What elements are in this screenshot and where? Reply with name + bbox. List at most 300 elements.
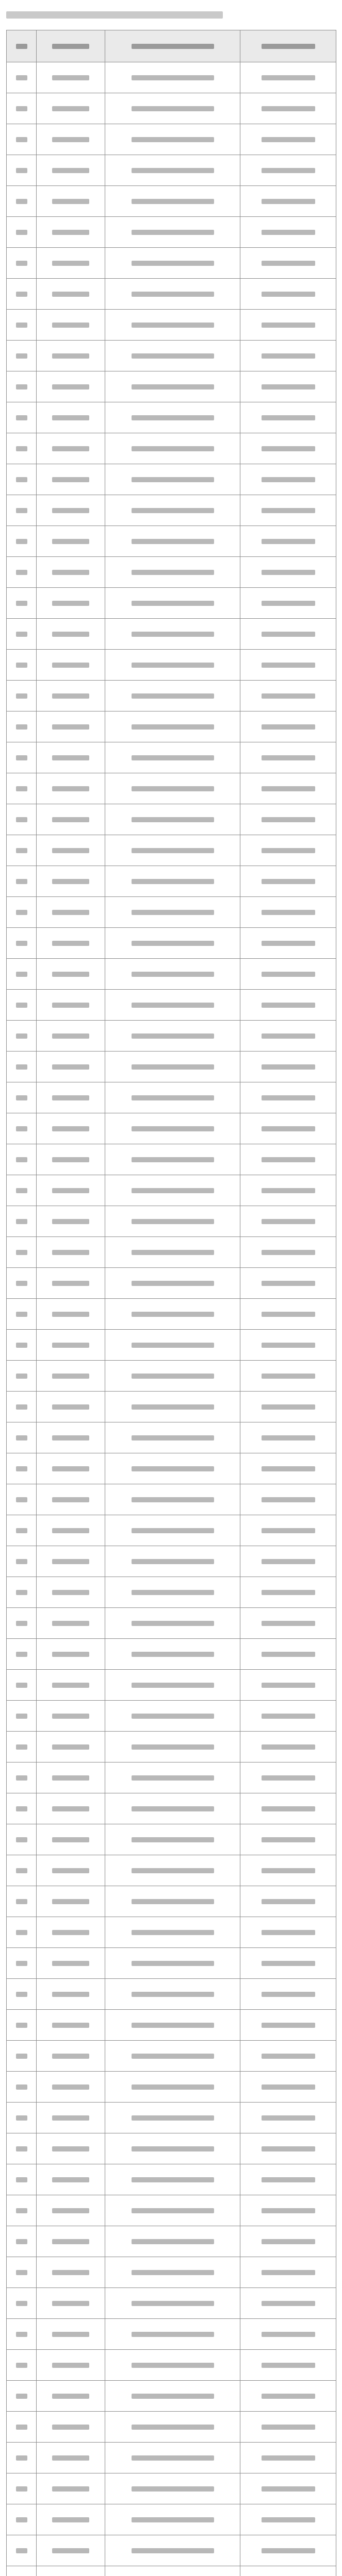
table-cell bbox=[240, 1021, 336, 1052]
text-placeholder bbox=[52, 1003, 89, 1008]
table-cell bbox=[240, 1639, 336, 1670]
text-placeholder bbox=[16, 415, 27, 420]
text-placeholder bbox=[52, 2270, 89, 2275]
text-placeholder bbox=[16, 2270, 27, 2275]
table-cell bbox=[105, 2319, 240, 2350]
table-row bbox=[7, 2566, 336, 2576]
table-cell bbox=[7, 93, 37, 124]
table-row bbox=[7, 619, 336, 650]
table-row bbox=[7, 2412, 336, 2443]
table-cell bbox=[105, 2381, 240, 2412]
text-placeholder bbox=[132, 384, 214, 389]
table-cell bbox=[7, 371, 37, 402]
table-cell bbox=[240, 1762, 336, 1793]
table-cell bbox=[240, 341, 336, 371]
table-cell bbox=[7, 588, 37, 619]
text-placeholder bbox=[132, 1033, 214, 1039]
text-placeholder bbox=[132, 2425, 214, 2430]
table-cell bbox=[240, 959, 336, 990]
text-placeholder bbox=[132, 693, 214, 699]
table-cell bbox=[105, 619, 240, 650]
text-placeholder bbox=[52, 1683, 89, 1688]
table-cell bbox=[7, 248, 37, 279]
table-row bbox=[7, 217, 336, 248]
text-placeholder bbox=[52, 446, 89, 451]
table-row bbox=[7, 557, 336, 588]
table-cell bbox=[240, 433, 336, 464]
table-cell bbox=[105, 217, 240, 248]
table-cell bbox=[105, 464, 240, 495]
text-placeholder bbox=[262, 1157, 315, 1162]
table-cell bbox=[37, 1948, 105, 1979]
text-placeholder bbox=[16, 477, 27, 482]
text-placeholder bbox=[262, 724, 315, 730]
table-cell bbox=[37, 1268, 105, 1299]
text-placeholder bbox=[132, 1374, 214, 1379]
table-row bbox=[7, 93, 336, 124]
table-row bbox=[7, 1392, 336, 1422]
text-placeholder bbox=[132, 2084, 214, 2090]
text-placeholder bbox=[132, 1497, 214, 1502]
table-cell bbox=[240, 1484, 336, 1515]
table-cell bbox=[240, 897, 336, 928]
table-cell bbox=[240, 279, 336, 310]
table-cell bbox=[240, 2195, 336, 2226]
text-placeholder bbox=[52, 2425, 89, 2430]
table-cell bbox=[7, 2350, 37, 2381]
table-cell bbox=[37, 186, 105, 217]
table-cell bbox=[7, 711, 37, 742]
text-placeholder bbox=[16, 1961, 27, 1966]
text-placeholder bbox=[262, 1806, 315, 1811]
text-placeholder bbox=[262, 941, 315, 946]
table-cell bbox=[37, 557, 105, 588]
text-placeholder bbox=[132, 508, 214, 513]
table-cell bbox=[105, 1206, 240, 1237]
text-placeholder bbox=[132, 2332, 214, 2337]
table-cell bbox=[240, 93, 336, 124]
table-cell bbox=[240, 155, 336, 186]
text-placeholder bbox=[262, 75, 315, 80]
header-cell bbox=[105, 30, 240, 62]
text-placeholder bbox=[16, 663, 27, 668]
text-placeholder bbox=[262, 1064, 315, 1070]
text-placeholder bbox=[262, 2301, 315, 2306]
text-placeholder bbox=[132, 75, 214, 80]
text-placeholder bbox=[52, 1528, 89, 1533]
table-cell bbox=[105, 2195, 240, 2226]
text-placeholder bbox=[16, 601, 27, 606]
table-cell bbox=[105, 526, 240, 557]
table-cell bbox=[7, 341, 37, 371]
table-cell bbox=[37, 2226, 105, 2257]
table-cell bbox=[240, 1392, 336, 1422]
text-placeholder bbox=[132, 1435, 214, 1440]
text-placeholder bbox=[52, 848, 89, 853]
table-cell bbox=[7, 62, 37, 93]
table-cell bbox=[240, 1701, 336, 1732]
text-placeholder bbox=[52, 1281, 89, 1286]
text-placeholder bbox=[16, 1621, 27, 1626]
text-placeholder bbox=[52, 1837, 89, 1842]
table-row bbox=[7, 433, 336, 464]
text-placeholder bbox=[52, 2363, 89, 2368]
table-cell bbox=[7, 1144, 37, 1175]
table-cell bbox=[240, 402, 336, 433]
table-cell bbox=[7, 2566, 37, 2576]
table-cell bbox=[37, 93, 105, 124]
text-placeholder bbox=[52, 1899, 89, 1904]
table-cell bbox=[240, 124, 336, 155]
table-cell bbox=[37, 1577, 105, 1608]
text-placeholder bbox=[132, 2023, 214, 2028]
text-placeholder bbox=[16, 1466, 27, 1471]
text-placeholder bbox=[132, 199, 214, 204]
table-cell bbox=[240, 1175, 336, 1206]
text-placeholder bbox=[132, 1312, 214, 1317]
table-cell bbox=[7, 2257, 37, 2288]
table-cell bbox=[7, 1330, 37, 1361]
text-placeholder bbox=[132, 1219, 214, 1224]
text-placeholder bbox=[52, 1126, 89, 1131]
text-placeholder bbox=[52, 1559, 89, 1564]
text-placeholder bbox=[132, 879, 214, 884]
text-placeholder bbox=[132, 1064, 214, 1070]
table-cell bbox=[105, 2412, 240, 2443]
table-cell bbox=[240, 1917, 336, 1948]
text-placeholder bbox=[262, 1219, 315, 1224]
text-placeholder bbox=[16, 570, 27, 575]
table-cell bbox=[7, 1206, 37, 1237]
table-cell bbox=[37, 2473, 105, 2504]
table-cell bbox=[37, 1855, 105, 1886]
table-row bbox=[7, 2103, 336, 2133]
table-cell bbox=[240, 1515, 336, 1546]
table-cell bbox=[240, 588, 336, 619]
text-placeholder bbox=[132, 1343, 214, 1348]
text-placeholder bbox=[132, 106, 214, 111]
table-cell bbox=[7, 310, 37, 341]
text-placeholder bbox=[16, 1343, 27, 1348]
table-cell bbox=[7, 1021, 37, 1052]
text-placeholder bbox=[52, 1312, 89, 1317]
text-placeholder bbox=[262, 693, 315, 699]
table-cell bbox=[37, 1762, 105, 1793]
text-placeholder bbox=[52, 724, 89, 730]
table-cell bbox=[240, 2381, 336, 2412]
text-placeholder bbox=[16, 353, 27, 359]
table-cell bbox=[37, 1237, 105, 1268]
table-cell bbox=[7, 959, 37, 990]
text-placeholder bbox=[52, 1621, 89, 1626]
text-placeholder bbox=[52, 1497, 89, 1502]
text-placeholder bbox=[132, 261, 214, 266]
table-row bbox=[7, 1577, 336, 1608]
table-row bbox=[7, 928, 336, 959]
text-placeholder bbox=[262, 2177, 315, 2182]
table-cell bbox=[105, 124, 240, 155]
text-placeholder bbox=[16, 1992, 27, 1997]
text-placeholder bbox=[262, 848, 315, 853]
table-cell bbox=[37, 588, 105, 619]
table-cell bbox=[240, 464, 336, 495]
table-cell bbox=[7, 2010, 37, 2041]
table-cell bbox=[37, 773, 105, 804]
table-cell bbox=[37, 371, 105, 402]
table-row bbox=[7, 2504, 336, 2535]
text-placeholder bbox=[16, 106, 27, 111]
text-placeholder bbox=[16, 1837, 27, 1842]
table-cell bbox=[240, 1979, 336, 2010]
table-cell bbox=[37, 1515, 105, 1546]
table-row bbox=[7, 2257, 336, 2288]
table-cell bbox=[105, 2257, 240, 2288]
table-cell bbox=[240, 650, 336, 681]
text-placeholder bbox=[132, 1930, 214, 1935]
table-row bbox=[7, 1917, 336, 1948]
text-placeholder bbox=[132, 1126, 214, 1131]
table-cell bbox=[37, 1299, 105, 1330]
table-row bbox=[7, 711, 336, 742]
text-placeholder bbox=[132, 755, 214, 760]
table-cell bbox=[105, 1886, 240, 1917]
table-cell bbox=[105, 2566, 240, 2576]
text-placeholder bbox=[52, 1714, 89, 1719]
text-placeholder bbox=[52, 137, 89, 142]
table-cell bbox=[37, 1824, 105, 1855]
table-cell bbox=[240, 1732, 336, 1762]
table-cell bbox=[105, 1268, 240, 1299]
table-cell bbox=[240, 804, 336, 835]
text-placeholder bbox=[16, 384, 27, 389]
table-cell bbox=[7, 1855, 37, 1886]
table-cell bbox=[37, 2103, 105, 2133]
table-cell bbox=[7, 1732, 37, 1762]
table-cell bbox=[240, 1422, 336, 1453]
text-placeholder bbox=[52, 106, 89, 111]
text-placeholder bbox=[262, 601, 315, 606]
table-row bbox=[7, 2072, 336, 2103]
table-row bbox=[7, 526, 336, 557]
table-cell bbox=[37, 1021, 105, 1052]
table-cell bbox=[240, 1237, 336, 1268]
table-row bbox=[7, 2133, 336, 2164]
table-cell bbox=[105, 1824, 240, 1855]
table-row bbox=[7, 1824, 336, 1855]
text-placeholder bbox=[16, 1590, 27, 1595]
table-row bbox=[7, 155, 336, 186]
table-cell bbox=[105, 495, 240, 526]
table-cell bbox=[7, 1175, 37, 1206]
table-cell bbox=[240, 2288, 336, 2319]
text-placeholder bbox=[16, 693, 27, 699]
text-placeholder bbox=[262, 2455, 315, 2461]
table-cell bbox=[7, 1979, 37, 2010]
table-row bbox=[7, 2041, 336, 2072]
table-cell bbox=[105, 93, 240, 124]
text-placeholder bbox=[52, 2115, 89, 2121]
table-cell bbox=[37, 2504, 105, 2535]
text-placeholder bbox=[262, 1714, 315, 1719]
text-placeholder bbox=[132, 2177, 214, 2182]
table-cell bbox=[37, 279, 105, 310]
text-placeholder bbox=[132, 1559, 214, 1564]
table-cell bbox=[37, 1484, 105, 1515]
table-cell bbox=[240, 2226, 336, 2257]
table-row bbox=[7, 1422, 336, 1453]
table-cell bbox=[7, 804, 37, 835]
table-row bbox=[7, 1206, 336, 1237]
table-row bbox=[7, 1330, 336, 1361]
table-cell bbox=[37, 2535, 105, 2566]
text-placeholder bbox=[52, 1374, 89, 1379]
table-cell bbox=[240, 1113, 336, 1144]
text-placeholder bbox=[262, 2023, 315, 2028]
text-placeholder bbox=[132, 1250, 214, 1255]
table-cell bbox=[7, 2195, 37, 2226]
text-placeholder bbox=[52, 570, 89, 575]
text-placeholder bbox=[16, 1126, 27, 1131]
table-row bbox=[7, 804, 336, 835]
text-placeholder bbox=[52, 2455, 89, 2461]
text-placeholder bbox=[132, 2054, 214, 2059]
text-placeholder bbox=[52, 632, 89, 637]
table-cell bbox=[7, 186, 37, 217]
table-row bbox=[7, 990, 336, 1021]
table-row bbox=[7, 402, 336, 433]
text-placeholder bbox=[132, 1466, 214, 1471]
text-placeholder bbox=[262, 2332, 315, 2337]
table-cell bbox=[37, 2288, 105, 2319]
table-cell bbox=[7, 619, 37, 650]
text-placeholder bbox=[16, 292, 27, 297]
table-cell bbox=[7, 1361, 37, 1392]
table-cell bbox=[240, 217, 336, 248]
text-placeholder bbox=[16, 230, 27, 235]
table-cell bbox=[37, 402, 105, 433]
table-cell bbox=[7, 1392, 37, 1422]
text-placeholder bbox=[262, 2363, 315, 2368]
text-placeholder bbox=[132, 1652, 214, 1657]
table-cell bbox=[105, 1237, 240, 1268]
text-placeholder bbox=[52, 1744, 89, 1750]
text-placeholder bbox=[52, 972, 89, 977]
table-cell bbox=[240, 2072, 336, 2103]
table-cell bbox=[7, 2164, 37, 2195]
text-placeholder bbox=[262, 2394, 315, 2399]
text-placeholder bbox=[262, 1033, 315, 1039]
table-cell bbox=[37, 2041, 105, 2072]
table-cell bbox=[240, 557, 336, 588]
text-placeholder bbox=[262, 1281, 315, 1286]
text-placeholder bbox=[262, 1095, 315, 1100]
table-row bbox=[7, 773, 336, 804]
text-placeholder bbox=[16, 1744, 27, 1750]
table-cell bbox=[240, 526, 336, 557]
text-placeholder bbox=[16, 1868, 27, 1873]
text-placeholder bbox=[16, 1528, 27, 1533]
table-cell bbox=[240, 2103, 336, 2133]
table-cell bbox=[240, 835, 336, 866]
text-placeholder bbox=[16, 446, 27, 451]
table-cell bbox=[37, 2195, 105, 2226]
table-cell bbox=[37, 217, 105, 248]
text-placeholder bbox=[52, 1992, 89, 1997]
text-placeholder bbox=[52, 1435, 89, 1440]
table-row bbox=[7, 1052, 336, 1082]
table-cell bbox=[240, 495, 336, 526]
text-placeholder bbox=[132, 2394, 214, 2399]
table-cell bbox=[37, 1082, 105, 1113]
table-row bbox=[7, 1608, 336, 1639]
text-placeholder bbox=[52, 1064, 89, 1070]
table-cell bbox=[7, 1515, 37, 1546]
text-placeholder bbox=[16, 1312, 27, 1317]
table-cell bbox=[7, 2103, 37, 2133]
text-placeholder bbox=[52, 1930, 89, 1935]
table-cell bbox=[7, 990, 37, 1021]
table-cell bbox=[7, 1453, 37, 1484]
table-cell bbox=[7, 2226, 37, 2257]
table-row bbox=[7, 1732, 336, 1762]
text-placeholder bbox=[16, 2332, 27, 2337]
text-placeholder bbox=[262, 2146, 315, 2151]
table-cell bbox=[105, 959, 240, 990]
table-cell bbox=[7, 464, 37, 495]
table-cell bbox=[105, 1670, 240, 1701]
table-cell bbox=[37, 495, 105, 526]
text-placeholder bbox=[52, 323, 89, 328]
table-cell bbox=[105, 1392, 240, 1422]
text-placeholder bbox=[132, 972, 214, 977]
table-cell bbox=[105, 866, 240, 897]
table-cell bbox=[7, 681, 37, 711]
table-cell bbox=[7, 2381, 37, 2412]
table-cell bbox=[105, 1175, 240, 1206]
text-placeholder bbox=[132, 632, 214, 637]
table-cell bbox=[240, 2257, 336, 2288]
table-cell bbox=[37, 681, 105, 711]
text-placeholder bbox=[262, 106, 315, 111]
text-placeholder bbox=[262, 1930, 315, 1935]
text-placeholder bbox=[132, 292, 214, 297]
table-cell bbox=[105, 650, 240, 681]
text-placeholder bbox=[52, 2517, 89, 2522]
table-row bbox=[7, 279, 336, 310]
table-cell bbox=[7, 155, 37, 186]
text-placeholder bbox=[16, 786, 27, 791]
text-placeholder bbox=[16, 1714, 27, 1719]
text-placeholder bbox=[132, 2486, 214, 2492]
text-placeholder bbox=[52, 1404, 89, 1410]
table-cell bbox=[240, 1546, 336, 1577]
text-placeholder bbox=[52, 2301, 89, 2306]
text-placeholder bbox=[132, 1590, 214, 1595]
table-cell bbox=[240, 2164, 336, 2195]
table-row bbox=[7, 588, 336, 619]
text-placeholder bbox=[16, 1188, 27, 1193]
table-cell bbox=[240, 2041, 336, 2072]
table-cell bbox=[7, 557, 37, 588]
table-cell bbox=[105, 2443, 240, 2473]
table-cell bbox=[105, 835, 240, 866]
table-cell bbox=[105, 1979, 240, 2010]
heading-placeholder bbox=[6, 11, 223, 19]
text-placeholder bbox=[52, 2054, 89, 2059]
table-cell bbox=[240, 2350, 336, 2381]
text-placeholder bbox=[132, 2548, 214, 2553]
text-placeholder bbox=[262, 292, 315, 297]
